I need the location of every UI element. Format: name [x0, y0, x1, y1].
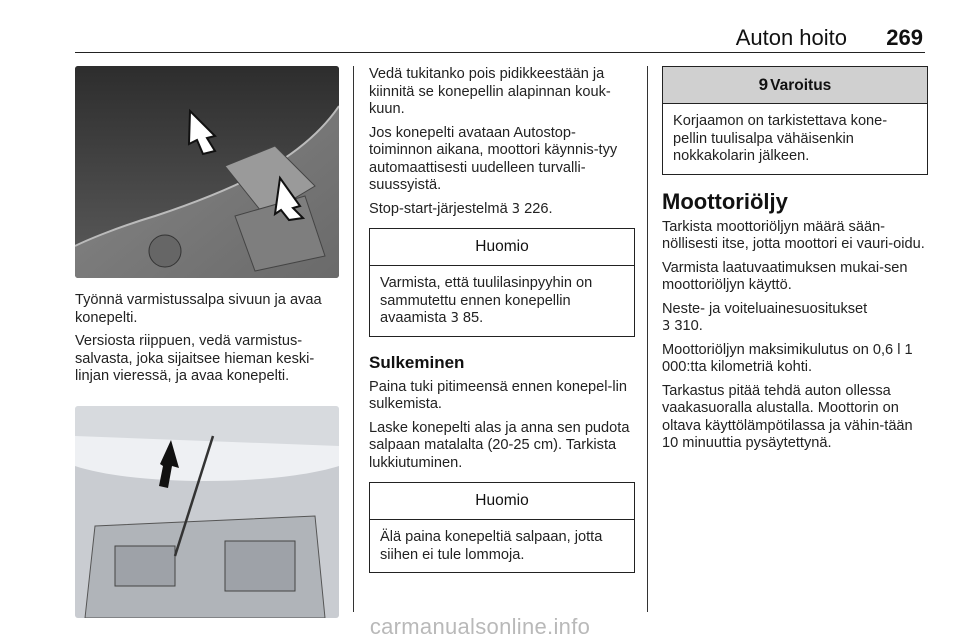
notice-text: Varmista, että tuulilasinpyyhin on sammutettu ennen konepellin avaamista 3 85. [380, 275, 593, 326]
page-reference-link[interactable]: 85. [462, 310, 484, 326]
column-left [75, 66, 343, 618]
paragraph-oil-consumption: Moottoriöljyn maksimikulutus on 0,6 l 1 000:tta kilometriä kohti. [662, 341, 913, 375]
section-heading-engine-oil: Moottoriöljy [662, 188, 788, 214]
hood-open-illustration [75, 406, 339, 618]
warning-triangle-icon: 9 [758, 75, 769, 94]
page-number: 269 [886, 25, 923, 50]
paragraph-stop-start-ref: Stop-start-järjestelmä 3 226. [369, 200, 553, 217]
caption-push-latch: Työnnä varmistussalpa sivuun ja avaa konepelti. [75, 292, 322, 326]
column-divider [647, 66, 648, 612]
paragraph-fluids-ref: Neste- ja voiteluainesuositukset 3 310. [662, 300, 868, 334]
notice-box-wiper [369, 228, 635, 337]
column-right [662, 66, 928, 459]
page-reference-link[interactable]: 310. [674, 318, 703, 334]
paragraph-support-rod: Vedä tukitanko pois pidikkeestään ja kiinnitä se konepellin alapinnan kouk-kuun. [369, 66, 611, 117]
paragraph-lower-hood: Laske konepelti alas ja anna sen pudota salpaan matalalta (20-25 cm). Tarkista lukkiutuminen. [369, 419, 630, 471]
reference-arrow-icon: 3 [511, 201, 521, 217]
notice-box-dents [369, 482, 635, 573]
warning-header [663, 67, 927, 104]
column-middle [369, 66, 635, 587]
hood-latch-illustration [75, 66, 339, 278]
warning-text: Korjaamon on tarkistettava kone-pellin tuulisalpa vähäisenkin nokkakolarin jälkeen. [673, 113, 888, 164]
warning-box [662, 66, 928, 175]
reference-arrow-icon: 3 [662, 319, 671, 334]
page-reference-link[interactable]: 226. [524, 200, 553, 217]
page-header [75, 22, 925, 53]
reference-arrow-icon: 3 [450, 311, 459, 326]
warning-title: Varoitus [770, 77, 832, 94]
paragraph-check-oil: Tarkista moottoriöljyn määrä sään-nöllisesti itse, jotta moottori ei vauri-oidu. [662, 218, 925, 252]
paragraph-autostop: Jos konepelti avataan Autostop-toiminnon aikana, moottori käynnis-tyy automaattisesti uudelleen turvalli-suussyistä. [369, 124, 618, 193]
paragraph-oil-quality: Varmista laatuvaatimuksen mukai-sen moottoriöljyn käyttö. [662, 259, 908, 293]
paragraph-press-support: Paina tuki pitimeensä ennen konepel-lin sulkemista. [369, 378, 627, 412]
paragraph-check-conditions: Tarkastus pitää tehdä auton ollessa vaakasuoralla alustalla. Moottorin on oltava käyttölämpötilassa ja vähin-tään 10 minuuttia pysäytettynä. [662, 382, 913, 451]
site-watermark: carmanualsonline.info [369, 614, 591, 639]
chapter-title: Auton hoito [735, 25, 847, 50]
notice-text: Älä paina konepeltiä salpaan, jotta siihen ei tule lommoja. [380, 529, 603, 563]
column-divider [353, 66, 354, 612]
caption-pull-latch: Versiosta riippuen, vedä varmistus-salvasta, joka sijaitsee hieman keski-linjan vieressä, ja avaa konepelti. [75, 333, 315, 384]
section-heading-closing: Sulkeminen [369, 352, 465, 372]
notice-title: Huomio [370, 483, 634, 520]
notice-title: Huomio [370, 229, 634, 266]
